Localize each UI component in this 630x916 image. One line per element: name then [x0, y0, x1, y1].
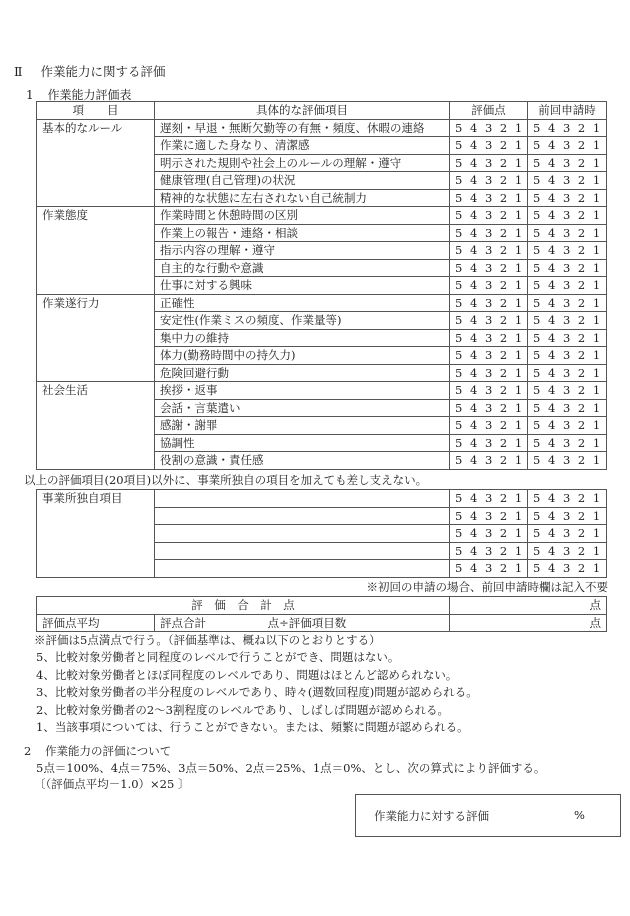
- prev-score-selector[interactable]: 5 4 3 2 1: [528, 242, 607, 260]
- evaluation-item: 自主的な行動や意識: [155, 259, 450, 277]
- score-selector[interactable]: 5 4 3 2 1: [450, 452, 528, 470]
- criteria-level: 2、比較対象労働者の2～3割程度のレベルであり、しばしば問題が認められる。: [36, 702, 449, 717]
- prev-score-selector[interactable]: 5 4 3 2 1: [528, 399, 607, 417]
- group-label: 社会生活: [37, 382, 155, 470]
- prev-score-selector[interactable]: 5 4 3 2 1: [528, 119, 607, 137]
- criteria-level: 1、当該事項については、行うことができない。または、頻繁に問題が認められる。: [36, 720, 469, 734]
- score-selector[interactable]: 5 4 3 2 1: [450, 525, 528, 543]
- score-selector[interactable]: 5 4 3 2 1: [450, 399, 528, 417]
- custom-item-field[interactable]: [155, 560, 450, 578]
- prev-score-selector[interactable]: 5 4 3 2 1: [528, 417, 607, 435]
- score-selector[interactable]: 5 4 3 2 1: [450, 560, 528, 578]
- evaluation-item: 仕事に対する興味: [155, 277, 450, 295]
- group-label: 作業態度: [37, 207, 155, 295]
- evaluation-item: 作業時間と休憩時間の区別: [155, 207, 450, 225]
- subsection-number: 2: [24, 744, 32, 758]
- result-label: 作業能力に対する評価: [374, 809, 489, 823]
- prev-score-selector[interactable]: 5 4 3 2 1: [528, 560, 607, 578]
- header-score: 評価点: [450, 102, 528, 120]
- table-row: [37, 294, 607, 312]
- section-title: 作業能力に関する評価: [40, 64, 166, 79]
- score-selector[interactable]: 5 4 3 2 1: [450, 137, 528, 155]
- score-selector[interactable]: 5 4 3 2 1: [450, 329, 528, 347]
- table-row: [37, 382, 607, 400]
- evaluation-item: 感謝・謝罪: [155, 417, 450, 435]
- summary-table: [36, 596, 607, 632]
- score-selector[interactable]: 5 4 3 2 1: [450, 154, 528, 172]
- ability-result-box[interactable]: [355, 794, 621, 837]
- section-numeral: Ⅱ: [14, 64, 23, 79]
- evaluation-item: 挨拶・返事: [155, 382, 450, 400]
- group-label: 作業遂行力: [37, 294, 155, 382]
- criteria-level: 4、比較対象労働者とほぼ同程度のレベルであり、問題はほとんど認められない。: [36, 667, 458, 682]
- score-selector[interactable]: 5 4 3 2 1: [450, 312, 528, 330]
- score-selector[interactable]: 5 4 3 2 1: [450, 207, 528, 225]
- total-value-field[interactable]: [450, 597, 607, 615]
- table-row: [37, 119, 607, 137]
- prev-score-selector[interactable]: 5 4 3 2 1: [528, 189, 607, 207]
- score-selector[interactable]: 5 4 3 2 1: [450, 364, 528, 382]
- prev-score-selector[interactable]: 5 4 3 2 1: [528, 224, 607, 242]
- score-selector[interactable]: 5 4 3 2 1: [450, 277, 528, 295]
- group-label: 基本的なルール: [37, 119, 155, 207]
- prev-score-selector[interactable]: 5 4 3 2 1: [528, 382, 607, 400]
- evaluation-item: 作業に適した身なり、清潔感: [155, 137, 450, 155]
- evaluation-item: 指示内容の理解・遵守: [155, 242, 450, 260]
- avg-formula-left: 評点合計: [160, 615, 206, 630]
- first-apply-note: ※初回の申請の場合、前回申請時欄は記入不要: [366, 580, 608, 594]
- evaluation-item: 役割の意識・責任感: [155, 452, 450, 470]
- score-selector[interactable]: 5 4 3 2 1: [450, 542, 528, 560]
- prev-score-selector[interactable]: 5 4 3 2 1: [528, 329, 607, 347]
- criteria-intro: ※評価は5点満点で行う。（評価基準は、概ね以下のとおりとする）: [34, 633, 381, 647]
- prev-score-selector[interactable]: 5 4 3 2 1: [528, 347, 607, 365]
- scoring-rule: 5点＝100%、4点＝75%、3点＝50%、2点＝25%、1点＝0%、とし、次の算式により評価する。: [36, 761, 546, 775]
- header-detail: 具体的な評価項目: [155, 102, 450, 120]
- table-row: [37, 490, 607, 508]
- score-selector[interactable]: 5 4 3 2 1: [450, 189, 528, 207]
- total-row: [37, 597, 607, 615]
- prev-score-selector[interactable]: 5 4 3 2 1: [528, 364, 607, 382]
- evaluation-item: 協調性: [155, 434, 450, 452]
- prev-score-selector[interactable]: 5 4 3 2 1: [528, 207, 607, 225]
- table-header-row: [37, 102, 607, 120]
- evaluation-item: 健康管理(自己管理)の状況: [155, 172, 450, 190]
- average-row: [37, 614, 607, 632]
- evaluation-item: 体力(勤務時間中の持久力): [155, 347, 450, 365]
- subsection-title: 作業能力評価表: [47, 88, 132, 102]
- total-unit: 点: [589, 598, 601, 612]
- score-selector[interactable]: 5 4 3 2 1: [450, 417, 528, 435]
- subsection-number: 1: [26, 88, 34, 102]
- subsection-title: 作業能力の評価について: [44, 744, 172, 758]
- custom-item-field[interactable]: [155, 507, 450, 525]
- scoring-formula: 〔（評価点平均－1.0）×25 〕: [34, 777, 190, 791]
- prev-score-selector[interactable]: 5 4 3 2 1: [528, 434, 607, 452]
- evaluation-item: 正確性: [155, 294, 450, 312]
- total-label: 評 価 合 計 点: [37, 597, 450, 615]
- prev-score-selector[interactable]: 5 4 3 2 1: [528, 154, 607, 172]
- score-selector[interactable]: 5 4 3 2 1: [450, 490, 528, 508]
- prev-score-selector[interactable]: 5 4 3 2 1: [528, 172, 607, 190]
- prev-score-selector[interactable]: 5 4 3 2 1: [528, 490, 607, 508]
- prev-score-selector[interactable]: 5 4 3 2 1: [528, 294, 607, 312]
- evaluation-item: 遅刻・早退・無断欠勤等の有無・頻度、休暇の連絡: [155, 119, 450, 137]
- extra-group-label: 事業所独自項目: [37, 490, 155, 578]
- prev-score-selector[interactable]: 5 4 3 2 1: [528, 312, 607, 330]
- evaluation-item: 安定性(作業ミスの頻度、作業量等): [155, 312, 450, 330]
- score-selector[interactable]: 5 4 3 2 1: [450, 172, 528, 190]
- score-selector[interactable]: 5 4 3 2 1: [450, 259, 528, 277]
- prev-score-selector[interactable]: 5 4 3 2 1: [528, 259, 607, 277]
- evaluation-item: 危険回避行動: [155, 364, 450, 382]
- extra-items-table: [36, 489, 607, 578]
- prev-score-selector[interactable]: 5 4 3 2 1: [528, 525, 607, 543]
- evaluation-item: 作業上の報告・連絡・相談: [155, 224, 450, 242]
- score-selector[interactable]: 5 4 3 2 1: [450, 224, 528, 242]
- evaluation-item: 明示された規則や社会上のルールの理解・遵守: [155, 154, 450, 172]
- score-selector[interactable]: 5 4 3 2 1: [450, 119, 528, 137]
- criteria-level: 5、比較対象労働者と同程度のレベルで行うことができ、問題はない。: [36, 650, 400, 664]
- evaluation-item: 会話・言葉遣い: [155, 399, 450, 417]
- score-selector[interactable]: 5 4 3 2 1: [450, 347, 528, 365]
- score-selector[interactable]: 5 4 3 2 1: [450, 294, 528, 312]
- average-value-field[interactable]: [450, 614, 607, 632]
- custom-item-field[interactable]: [155, 490, 450, 508]
- evaluation-item: 精神的な状態に左右されない自己統制力: [155, 189, 450, 207]
- header-prev: 前回申請時: [528, 102, 607, 120]
- subsection-2-heading: [24, 743, 171, 759]
- custom-item-field[interactable]: [155, 542, 450, 560]
- table-row: [37, 207, 607, 225]
- custom-item-field[interactable]: [155, 525, 450, 543]
- score-selector[interactable]: 5 4 3 2 1: [450, 242, 528, 260]
- result-unit: %: [574, 808, 585, 822]
- evaluation-table: [36, 101, 607, 470]
- prev-score-selector[interactable]: 5 4 3 2 1: [528, 137, 607, 155]
- prev-score-selector[interactable]: 5 4 3 2 1: [528, 507, 607, 525]
- prev-score-selector[interactable]: 5 4 3 2 1: [528, 542, 607, 560]
- score-selector[interactable]: 5 4 3 2 1: [450, 507, 528, 525]
- extra-items-note: 以上の評価項目(20項目)以外に、事業所独自の項目を加えても差し支えない。: [24, 473, 428, 487]
- average-label: 評価点平均: [37, 614, 155, 632]
- prev-score-selector[interactable]: 5 4 3 2 1: [528, 277, 607, 295]
- avg-formula-right: 点÷評価項目数: [267, 615, 347, 630]
- score-selector[interactable]: 5 4 3 2 1: [450, 382, 528, 400]
- score-selector[interactable]: 5 4 3 2 1: [450, 434, 528, 452]
- evaluation-item: 集中力の維持: [155, 329, 450, 347]
- section-heading: [14, 62, 166, 80]
- average-formula-field[interactable]: [155, 614, 450, 632]
- prev-score-selector[interactable]: 5 4 3 2 1: [528, 452, 607, 470]
- header-item: 項 目: [37, 102, 155, 120]
- avg-unit: 点: [589, 615, 601, 630]
- criteria-level: 3、比較対象労働者の半分程度のレベルであり、時々(週数回程度)問題が認められる。: [36, 685, 478, 699]
